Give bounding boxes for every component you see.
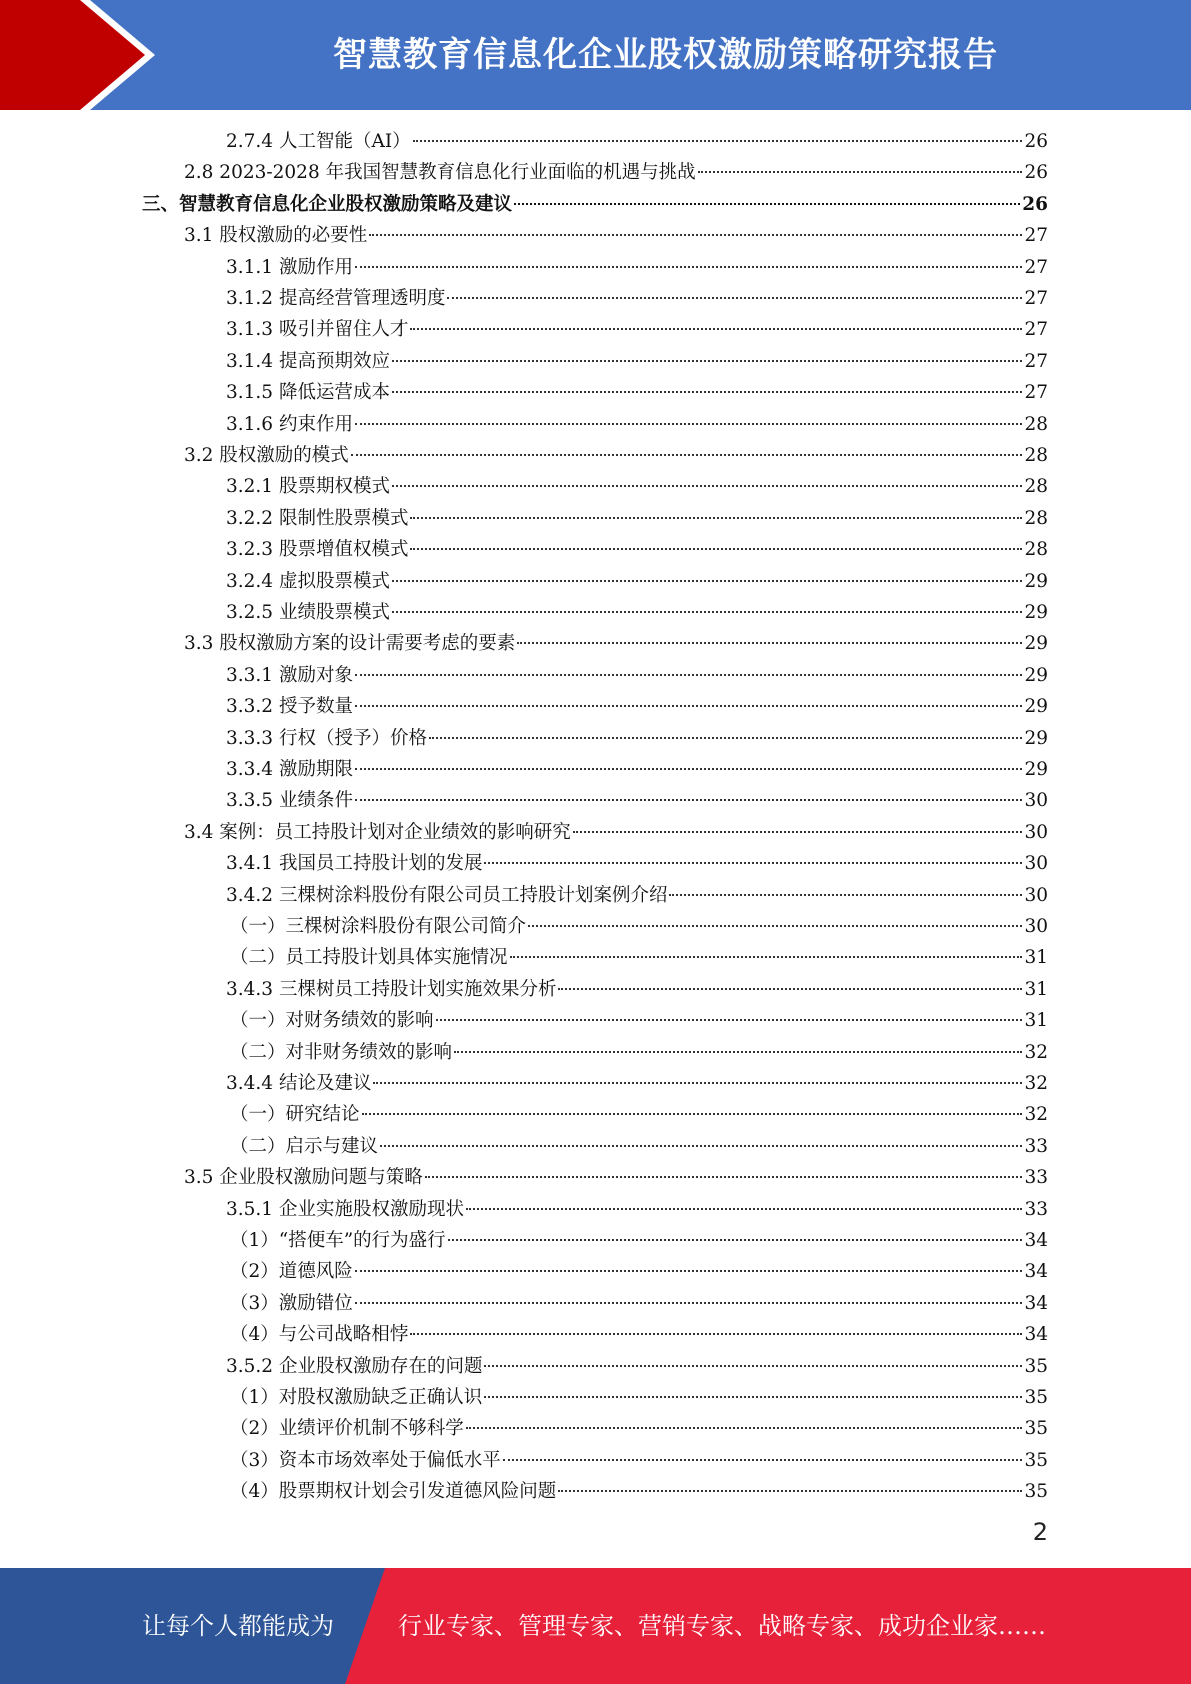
toc-entry-page: 27 (1024, 319, 1048, 341)
toc-entry-label: （4）与公司战略相悖 (230, 1324, 409, 1346)
toc-entry-label: （一）三棵树涂料股份有限公司简介 (230, 916, 527, 937)
toc-entry-page: 29 (1024, 602, 1048, 623)
toc-entry-label: 3.2.5 业绩股票模式 (226, 602, 390, 623)
toc-entry[interactable] (230, 1319, 1048, 1350)
toc-entry[interactable] (226, 974, 1048, 1005)
page-number: 2 (1032, 1518, 1048, 1546)
toc-leader-dots (484, 862, 1022, 864)
toc-leader-dots (484, 1396, 1022, 1398)
toc-entry-label: 3.1.5 降低运营成本 (226, 382, 390, 404)
header-arrow-icon (0, 0, 145, 110)
toc-entry-label: 3.1 股权激励的必要性 (184, 225, 368, 247)
toc-leader-dots (510, 956, 1023, 958)
toc-entry[interactable] (184, 440, 1048, 471)
toc-leader-dots (355, 768, 1023, 770)
toc-entry-page: 30 (1024, 884, 1048, 906)
toc-entry-label: 3.3.1 激励对象 (226, 664, 353, 686)
toc-entry-label: （3）激励错位 (230, 1292, 353, 1314)
toc-entry-page: 31 (1024, 1010, 1048, 1032)
toc-entry-page: 30 (1024, 916, 1048, 937)
toc-entry[interactable] (230, 1382, 1048, 1413)
toc-entry[interactable] (226, 283, 1048, 314)
toc-entry-page: 33 (1024, 1167, 1048, 1189)
toc-entry-label: 3.5.2 企业股权激励存在的问题 (226, 1355, 483, 1377)
toc-entry-label: 3.5.1 企业实施股权激励现状 (226, 1198, 464, 1220)
toc-entry-page: 27 (1024, 382, 1048, 404)
toc-entry-label: 2.8 2023-2028 年我国智慧教育信息化行业面临的机遇与挑战 (184, 162, 696, 184)
toc-entry[interactable] (226, 314, 1048, 345)
toc-entry[interactable] (184, 817, 1048, 848)
toc-leader-dots (355, 423, 1023, 425)
toc-entry-page: 26 (1024, 162, 1048, 184)
toc-entry-page: 32 (1024, 1073, 1048, 1094)
toc-entry-page: 33 (1024, 1198, 1048, 1220)
toc-leader-dots (392, 611, 1022, 613)
toc-entry-page: 35 (1024, 1449, 1048, 1471)
toc-entry[interactable] (226, 848, 1048, 879)
toc-entry[interactable] (230, 1225, 1048, 1256)
toc-leader-dots (484, 1365, 1022, 1367)
toc-leader-dots (466, 1208, 1022, 1210)
toc-entry-page: 27 (1024, 225, 1048, 247)
toc-entry[interactable] (226, 754, 1048, 785)
toc-entry-label: 3.2.2 限制性股票模式 (226, 507, 409, 529)
toc-entry-page: 28 (1024, 539, 1048, 561)
toc-leader-dots (503, 1459, 1023, 1461)
toc-leader-dots (429, 737, 1022, 739)
toc-entry[interactable] (226, 471, 1048, 502)
toc-entry[interactable] (184, 628, 1048, 659)
toc-leader-dots (392, 391, 1022, 393)
toc-leader-dots (355, 1270, 1023, 1272)
toc-leader-dots (355, 799, 1023, 801)
toc-entry-label: （一）研究结论 (230, 1104, 360, 1126)
toc-entry[interactable] (226, 252, 1048, 283)
toc-entry[interactable] (230, 1476, 1048, 1507)
toc-leader-dots (558, 988, 1022, 990)
toc-leader-dots (517, 642, 1022, 644)
toc-entry[interactable] (226, 1194, 1048, 1225)
toc-leader-dots (369, 234, 1022, 236)
toc-entry[interactable] (226, 723, 1048, 754)
document-title: 智慧教育信息化企业股权激励策略研究报告 (333, 35, 998, 75)
toc-entry-label: 3.3 股权激励方案的设计需要考虑的要素 (184, 633, 516, 655)
toc-entry[interactable] (226, 785, 1048, 816)
toc-entry[interactable] (226, 534, 1048, 565)
toc-leader-dots (436, 1019, 1023, 1021)
toc-entry[interactable] (226, 880, 1048, 911)
toc-entry[interactable] (226, 691, 1048, 722)
toc-entry-label: 3.2.4 虚拟股票模式 (226, 570, 390, 592)
toc-leader-dots (392, 485, 1022, 487)
toc-entry-label: 三、智慧教育信息化企业股权激励策略及建议 (142, 193, 513, 215)
toc-entry-page: 28 (1024, 476, 1048, 498)
toc-entry[interactable] (226, 1068, 1048, 1099)
toc-entry[interactable] (226, 126, 1048, 157)
toc-entry-page: 35 (1024, 1418, 1048, 1440)
toc-entry-page: 29 (1024, 633, 1048, 655)
toc-leader-dots (528, 925, 1022, 927)
toc-leader-dots (392, 360, 1022, 362)
toc-entry[interactable] (230, 1413, 1048, 1444)
toc-entry-label: 3.2 股权激励的模式 (184, 445, 349, 466)
toc-leader-dots (669, 894, 1022, 896)
toc-entry-label: （一）对财务绩效的影响 (230, 1010, 434, 1032)
toc-entry-page: 30 (1024, 821, 1048, 843)
toc-entry-label: 3.2.1 股票期权模式 (226, 476, 390, 498)
toc-entry-page: 26 (1024, 131, 1048, 152)
toc-entry-page: 27 (1024, 288, 1048, 309)
toc-entry-label: 3.3.4 激励期限 (226, 759, 353, 780)
toc-entry-page: 26 (1022, 193, 1048, 215)
toc-leader-dots (355, 266, 1023, 268)
toc-leader-dots (573, 831, 1023, 833)
toc-entry-label: （2）业绩评价机制不够科学 (230, 1418, 464, 1440)
footer-slogan-right: 行业专家、管理专家、营销专家、战略专家、成功企业家…… (398, 1612, 1046, 1640)
toc-entry-page: 27 (1024, 256, 1048, 278)
toc-entry-label: 3.1.1 激励作用 (226, 256, 353, 278)
toc-entry[interactable] (230, 1037, 1048, 1068)
toc-entry[interactable] (230, 1099, 1048, 1130)
toc-entry-page: 28 (1024, 507, 1048, 529)
toc-leader-dots (355, 674, 1023, 676)
toc-entry[interactable] (230, 942, 1048, 973)
toc-entry-page: 29 (1024, 727, 1048, 749)
toc-entry-label: （二）员工持股计划具体实施情况 (230, 947, 508, 969)
toc-entry[interactable] (226, 503, 1048, 534)
toc-entry-label: （二）启示与建议 (230, 1135, 379, 1157)
toc-entry-page: 28 (1024, 413, 1048, 435)
toc-entry[interactable] (226, 597, 1048, 628)
toc-entry-page: 31 (1024, 947, 1048, 969)
toc-entry-label: 3.1.4 提高预期效应 (226, 350, 390, 372)
toc-entry-page: 29 (1024, 570, 1048, 592)
toc-entry-page: 34 (1024, 1324, 1048, 1346)
toc-entry[interactable] (226, 1351, 1048, 1382)
toc-entry-label: （4）股票期权计划会引发道德风险问题 (230, 1481, 557, 1503)
toc-leader-dots (448, 1239, 1023, 1241)
toc-leader-dots (514, 203, 1020, 205)
toc-leader-dots (410, 548, 1022, 550)
toc-entry-page: 29 (1024, 664, 1048, 686)
toc-entry[interactable] (230, 1131, 1048, 1162)
toc-leader-dots (466, 1427, 1023, 1429)
toc-leader-dots (410, 1333, 1022, 1335)
toc-entry[interactable] (230, 911, 1048, 942)
toc-entry-page: 33 (1024, 1135, 1048, 1157)
toc-leader-dots (447, 297, 1022, 299)
toc-entry[interactable] (184, 157, 1048, 188)
toc-entry-label: （3）资本市场效率处于偏低水平 (230, 1449, 501, 1471)
toc-entry-label: （2）道德风险 (230, 1261, 353, 1283)
toc-entry-page: 30 (1024, 853, 1048, 875)
toc-entry-page: 29 (1024, 696, 1048, 718)
toc-entry-label: 3.1.2 提高经营管理透明度 (226, 288, 446, 309)
toc-entry[interactable] (184, 1162, 1048, 1193)
toc-entry-page: 34 (1024, 1261, 1048, 1283)
toc-entry-page: 35 (1024, 1387, 1048, 1408)
toc-leader-dots (373, 1082, 1022, 1084)
toc-entry-label: 3.4.1 我国员工持股计划的发展 (226, 853, 483, 875)
toc-entry-label: 3.3.2 授予数量 (226, 696, 353, 718)
toc-leader-dots (454, 1051, 1022, 1053)
toc-entry-page: 28 (1024, 445, 1048, 466)
toc-entry[interactable] (226, 566, 1048, 597)
toc-entry-page: 32 (1024, 1104, 1048, 1126)
toc-entry-page: 35 (1024, 1481, 1048, 1503)
toc-leader-dots (355, 705, 1023, 707)
toc-entry-label: （1）“搭便车”的行为盛行 (230, 1230, 446, 1251)
toc-leader-dots (425, 1176, 1023, 1178)
footer-slogan-left: 让每个人都能成为 (142, 1612, 334, 1640)
toc-entry[interactable] (230, 1256, 1048, 1287)
toc-entry[interactable] (230, 1445, 1048, 1476)
toc-leader-dots (355, 1302, 1023, 1304)
toc-entry-label: 3.3.3 行权（授予）价格 (226, 727, 427, 749)
header-banner (0, 0, 1191, 110)
toc-entry-page: 32 (1024, 1041, 1048, 1063)
toc-leader-dots (558, 1490, 1022, 1492)
toc-entry-page: 29 (1024, 759, 1048, 780)
footer-banner (0, 1568, 1191, 1684)
toc-entry-page: 34 (1024, 1230, 1048, 1251)
toc-entry[interactable] (230, 1288, 1048, 1319)
toc-entry-label: 3.1.3 吸引并留住人才 (226, 319, 409, 341)
toc-entry-label: 3.4.3 三棵树员工持股计划实施效果分析 (226, 978, 557, 1000)
toc-entry-label: 3.5 企业股权激励问题与策略 (184, 1167, 423, 1189)
toc-entry-label: 3.3.5 业绩条件 (226, 790, 353, 812)
toc-leader-dots (392, 580, 1022, 582)
toc-entry-label: 3.4 案例：员工持股计划对企业绩效的影响研究 (184, 821, 571, 843)
toc-entry[interactable] (230, 1005, 1048, 1036)
toc-entry-label: （二）对非财务绩效的影响 (230, 1041, 453, 1063)
toc-entry[interactable] (226, 409, 1048, 440)
toc-entry-page: 31 (1024, 978, 1048, 1000)
toc-entry-label: （1）对股权激励缺乏正确认识 (230, 1387, 483, 1408)
toc-leader-dots (362, 1113, 1023, 1115)
toc-entry-label: 3.4.4 结论及建议 (226, 1073, 372, 1094)
toc-leader-dots (413, 140, 1023, 142)
toc-leader-dots (410, 517, 1022, 519)
toc-entry[interactable] (226, 346, 1048, 377)
toc-leader-dots (380, 1145, 1022, 1147)
toc-entry-page: 34 (1024, 1292, 1048, 1314)
toc-entry-label: 3.1.6 约束作用 (226, 413, 353, 435)
toc-leader-dots (410, 328, 1022, 330)
toc-entry-page: 27 (1024, 350, 1048, 372)
toc-entry-page: 35 (1024, 1355, 1048, 1377)
toc-entry[interactable] (184, 220, 1048, 251)
toc-entry[interactable] (142, 189, 1048, 220)
toc-entry[interactable] (226, 377, 1048, 408)
toc-entry-page: 30 (1024, 790, 1048, 812)
toc-leader-dots (351, 454, 1023, 456)
toc-entry-label: 2.7.4 人工智能（AI） (226, 131, 411, 152)
toc-leader-dots (698, 171, 1023, 173)
toc-entry-label: 3.4.2 三棵树涂料股份有限公司员工持股计划案例介绍 (226, 884, 668, 906)
toc-entry-label: 3.2.3 股票增值权模式 (226, 539, 409, 561)
toc-entry[interactable] (226, 660, 1048, 691)
